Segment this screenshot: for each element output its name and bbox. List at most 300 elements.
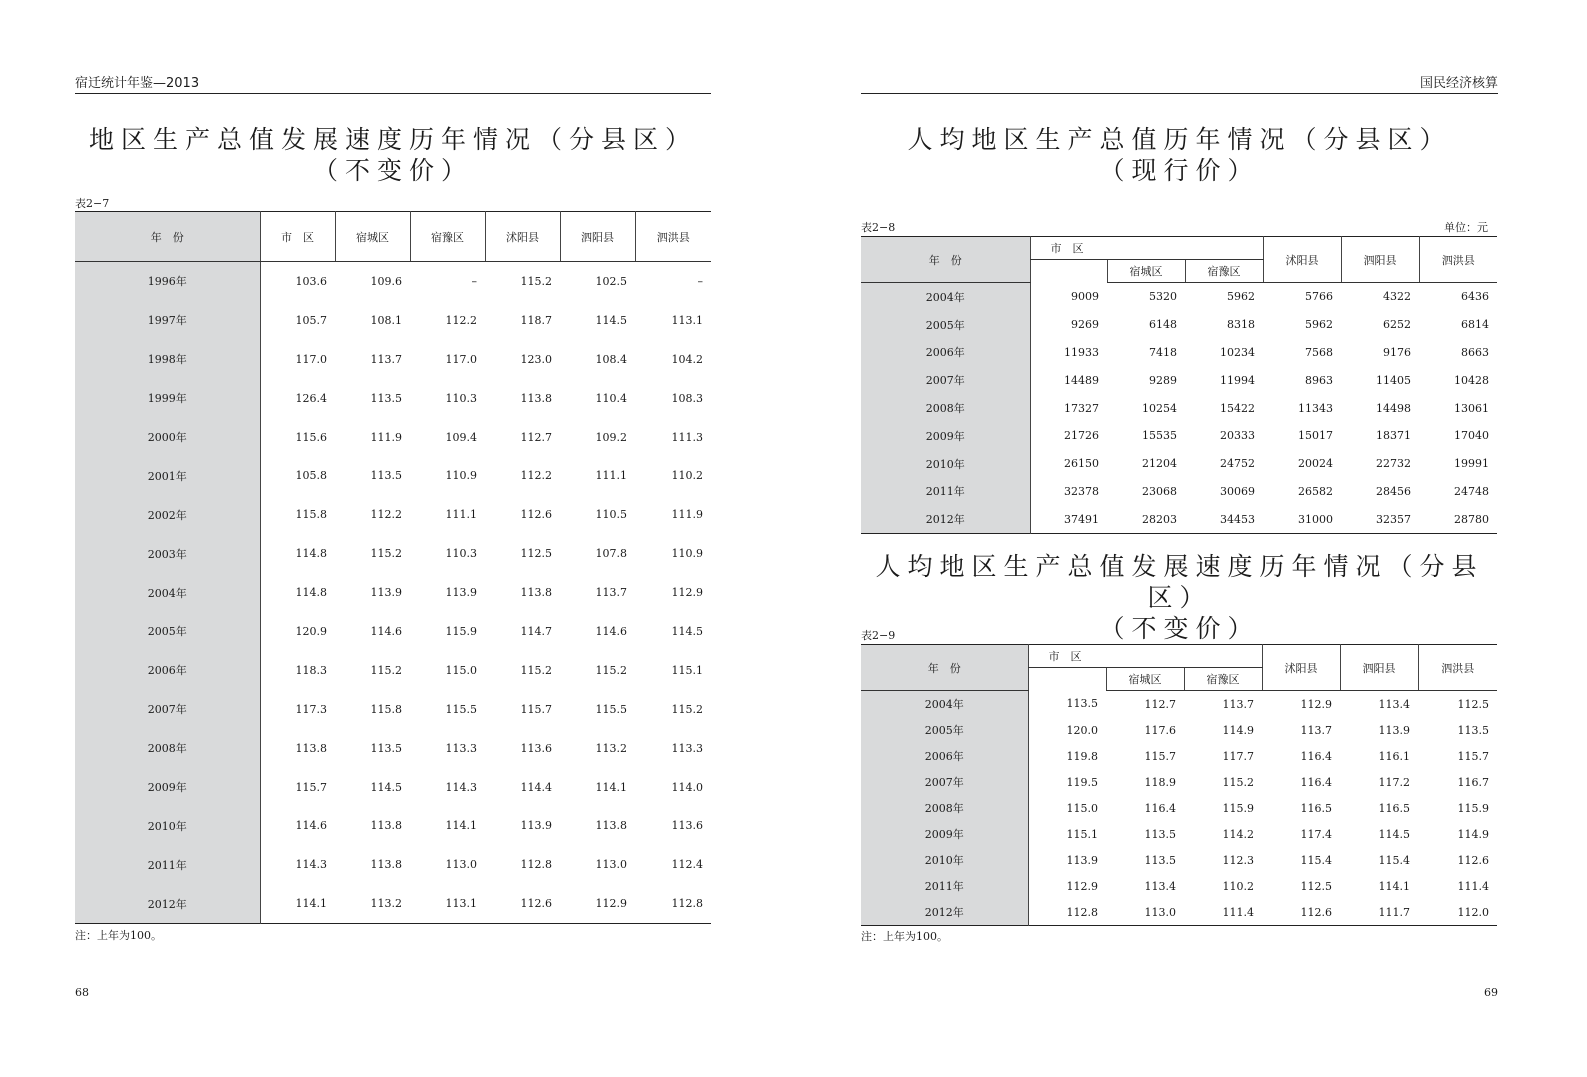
value-cell: 116.4 [1300, 775, 1332, 789]
value-cell: 113.0 [445, 858, 477, 872]
year-cell: 2012年 [861, 505, 1030, 533]
value-cell: 112.2 [445, 313, 477, 327]
value-cell: 113.4 [1378, 697, 1410, 711]
value-cell: 24748 [1454, 484, 1489, 498]
value-cell: 114.3 [295, 858, 327, 872]
table-2-7-title-line1: 地区生产总值发展速度历年情况（分县区） [88, 125, 697, 154]
value-cell: 113.5 [370, 469, 402, 483]
value-cell: 111.9 [671, 508, 703, 522]
value-cell: 113.2 [595, 741, 627, 755]
table-2-7-header-row [75, 212, 711, 262]
value-cell: 113.4 [1144, 879, 1176, 893]
table-row [75, 456, 711, 495]
value-cell: 114.6 [595, 624, 627, 638]
value-cell: 112.6 [520, 897, 552, 911]
value-cell: 115.4 [1300, 853, 1332, 867]
value-cell: 115.5 [595, 702, 627, 716]
value-cell: 115.7 [1144, 749, 1176, 763]
value-cell: 113.8 [520, 391, 552, 405]
table-2-7 [75, 211, 711, 924]
year-cell: 2007年 [75, 690, 260, 729]
value-cell: 115.8 [370, 702, 402, 716]
value-cell: 115.8 [295, 508, 327, 522]
value-cell: 113.6 [671, 819, 703, 833]
value-cell: 4322 [1383, 290, 1411, 304]
value-cell: 115.6 [295, 430, 327, 444]
value-cell: 112.2 [520, 469, 552, 483]
value-cell: 105.8 [295, 469, 327, 483]
value-cell: 115.9 [1222, 801, 1254, 815]
value-cell: 24752 [1220, 457, 1255, 471]
value-cell: 117.0 [445, 352, 477, 366]
table-row [75, 418, 711, 457]
value-cell: 115.7 [295, 780, 327, 794]
value-cell: 20333 [1220, 429, 1255, 443]
header-shuyang: 沭阳县 [485, 212, 560, 262]
table-row [75, 573, 711, 612]
table-2-9-title-line2: （不变价） [1099, 614, 1260, 643]
value-cell: 113.9 [520, 819, 552, 833]
table-row [861, 769, 1497, 795]
running-head-left [75, 75, 711, 94]
value-cell: 111.4 [1222, 905, 1254, 919]
value-cell: 113.9 [370, 586, 402, 600]
value-cell: 113.1 [445, 897, 477, 911]
value-cell: 5320 [1149, 290, 1177, 304]
value-cell: 9289 [1149, 373, 1177, 387]
year-cell: 2012年 [861, 899, 1028, 926]
value-cell: 118.7 [520, 313, 552, 327]
value-cell: 113.9 [1378, 723, 1410, 737]
year-cell: 2008年 [861, 795, 1028, 821]
value-cell: 110.2 [671, 469, 703, 483]
value-cell: 26150 [1064, 457, 1099, 471]
value-cell: 21204 [1142, 457, 1177, 471]
value-cell: 113.7 [595, 586, 627, 600]
value-cell: – [697, 274, 703, 288]
value-cell: 115.7 [520, 702, 552, 716]
year-cell: 2002年 [75, 495, 260, 534]
header-suchen: 宿城区 [335, 212, 410, 262]
value-cell: 109.2 [595, 430, 627, 444]
header-suchen: 宿城区 [1107, 260, 1185, 283]
value-cell: 6252 [1383, 318, 1411, 332]
year-cell: 2011年 [861, 873, 1028, 899]
table-row [75, 340, 711, 379]
header-city-district: 市 区 [260, 212, 335, 262]
table-2-7-tag: 表2−7 [75, 197, 110, 210]
value-cell: 117.0 [295, 352, 327, 366]
value-cell: 110.9 [671, 547, 703, 561]
header-siyang: 泗阳县 [560, 212, 635, 262]
value-cell: 111.1 [595, 469, 627, 483]
value-cell: 15535 [1142, 429, 1177, 443]
value-cell: 116.4 [1144, 801, 1176, 815]
value-cell: – [471, 274, 477, 288]
value-cell: 117.4 [1300, 827, 1332, 841]
value-cell: 113.8 [520, 586, 552, 600]
value-cell: 11343 [1298, 401, 1333, 415]
header-suyu: 宿豫区 [410, 212, 485, 262]
value-cell: 115.0 [1066, 801, 1098, 815]
value-cell: 111.4 [1457, 879, 1489, 893]
year-cell: 2004年 [861, 691, 1028, 718]
year-cell: 2010年 [75, 806, 260, 845]
value-cell: 108.1 [370, 313, 402, 327]
value-cell: 114.9 [1222, 723, 1254, 737]
table-row [75, 301, 711, 340]
table-2-8-body [861, 283, 1497, 534]
table-row [75, 884, 711, 923]
value-cell: 115.2 [370, 663, 402, 677]
header-suyu: 宿豫区 [1184, 668, 1262, 691]
value-cell: 26582 [1298, 484, 1333, 498]
value-cell: 108.4 [595, 352, 627, 366]
value-cell: 6436 [1461, 290, 1489, 304]
value-cell: 113.7 [1300, 723, 1332, 737]
value-cell: 116.4 [1300, 749, 1332, 763]
table-row [861, 366, 1497, 394]
value-cell: 37491 [1064, 512, 1099, 526]
value-cell: 103.6 [295, 274, 327, 288]
year-cell: 2010年 [861, 847, 1028, 873]
value-cell: 22732 [1376, 457, 1411, 471]
value-cell: 113.7 [370, 352, 402, 366]
year-cell: 1999年 [75, 379, 260, 418]
value-cell: 113.5 [370, 391, 402, 405]
value-cell: 115.2 [370, 547, 402, 561]
year-cell: 2011年 [861, 478, 1030, 506]
value-cell: 114.7 [520, 624, 552, 638]
value-cell: 112.5 [520, 547, 552, 561]
table-row [861, 450, 1497, 478]
value-cell: 117.6 [1144, 723, 1176, 737]
value-cell: 9269 [1071, 318, 1099, 332]
value-cell: 113.5 [370, 741, 402, 755]
value-cell: 112.3 [1222, 853, 1254, 867]
value-cell: 9176 [1383, 345, 1411, 359]
value-cell: 112.9 [671, 586, 703, 600]
value-cell: 8318 [1227, 318, 1255, 332]
value-cell: 28203 [1142, 512, 1177, 526]
value-cell: 112.5 [1300, 879, 1332, 893]
value-cell: 20024 [1298, 457, 1333, 471]
table-row [75, 806, 711, 845]
value-cell: 112.8 [520, 858, 552, 872]
value-cell: 115.2 [520, 274, 552, 288]
value-cell: 113.8 [370, 858, 402, 872]
value-cell: 110.3 [445, 547, 477, 561]
value-cell: 114.4 [520, 780, 552, 794]
value-cell: 5962 [1227, 290, 1255, 304]
value-cell: 11405 [1376, 373, 1411, 387]
table-row [861, 899, 1497, 926]
table-row [861, 422, 1497, 450]
value-cell: 14498 [1376, 401, 1411, 415]
value-cell: 8963 [1305, 373, 1333, 387]
value-cell: 120.9 [295, 624, 327, 638]
value-cell: 110.9 [445, 469, 477, 483]
value-cell: 117.2 [1378, 775, 1410, 789]
year-cell: 2004年 [75, 573, 260, 612]
table-row [861, 873, 1497, 899]
value-cell: 112.5 [1457, 697, 1489, 711]
value-cell: 10428 [1454, 373, 1489, 387]
value-cell: 115.2 [671, 702, 703, 716]
value-cell: 15017 [1298, 429, 1333, 443]
value-cell: 111.3 [671, 430, 703, 444]
value-cell: 115.4 [1378, 853, 1410, 867]
year-cell: 2006年 [75, 651, 260, 690]
value-cell: 114.5 [671, 624, 703, 638]
value-cell: 5766 [1305, 290, 1333, 304]
value-cell: 115.9 [445, 624, 477, 638]
value-cell: 113.6 [520, 741, 552, 755]
value-cell: 123.0 [520, 352, 552, 366]
value-cell: 108.3 [671, 391, 703, 405]
value-cell: 28456 [1376, 484, 1411, 498]
table-row [75, 612, 711, 651]
value-cell: 116.5 [1300, 801, 1332, 815]
value-cell: 111.9 [370, 430, 402, 444]
value-cell: 113.8 [295, 741, 327, 755]
year-cell: 2009年 [861, 821, 1028, 847]
header-sihong: 泗洪县 [635, 212, 711, 262]
table-row [861, 311, 1497, 339]
table-2-7-title-line2: （不变价） [312, 156, 473, 185]
value-cell: 115.7 [1457, 749, 1489, 763]
year-cell: 2009年 [75, 768, 260, 807]
table-row [861, 478, 1497, 506]
value-cell: 113.3 [445, 741, 477, 755]
table-2-8 [861, 236, 1497, 534]
value-cell: 113.5 [1144, 827, 1176, 841]
value-cell: 11994 [1220, 373, 1255, 387]
table-row [861, 394, 1497, 422]
table-2-8-header-row [861, 237, 1497, 260]
value-cell: 19991 [1454, 457, 1489, 471]
table-row [861, 821, 1497, 847]
value-cell: 104.2 [671, 352, 703, 366]
value-cell: 113.8 [595, 819, 627, 833]
table-2-9-title [861, 551, 1498, 644]
value-cell: 102.5 [595, 274, 627, 288]
value-cell: 116.5 [1378, 801, 1410, 815]
header-city-district: 市 区 [1028, 645, 1262, 668]
year-cell: 2000年 [75, 418, 260, 457]
table-2-9-title-line1: 人均地区生产总值发展速度历年情况（分县区） [875, 552, 1484, 612]
value-cell: 110.2 [1222, 879, 1254, 893]
value-cell: 118.9 [1144, 775, 1176, 789]
value-cell: 114.1 [1378, 879, 1410, 893]
value-cell: 119.5 [1066, 775, 1098, 789]
value-cell: 113.5 [1457, 723, 1489, 737]
value-cell: 28780 [1454, 512, 1489, 526]
header-city-district: 市 区 [1030, 237, 1263, 260]
value-cell: 111.7 [1378, 905, 1410, 919]
table-row [75, 845, 711, 884]
value-cell: 112.7 [520, 430, 552, 444]
table-2-8-title-line2: （现行价） [1099, 156, 1260, 185]
value-cell: 116.1 [1378, 749, 1410, 763]
value-cell: 112.9 [1300, 697, 1332, 711]
value-cell: 23068 [1142, 484, 1177, 498]
year-cell: 2008年 [861, 394, 1030, 422]
year-cell: 2009年 [861, 422, 1030, 450]
page-number-left: 68 [75, 986, 89, 999]
value-cell: 113.0 [595, 858, 627, 872]
header-siyang: 泗阳县 [1341, 237, 1419, 283]
value-cell: 120.0 [1066, 723, 1098, 737]
value-cell: 113.1 [671, 313, 703, 327]
value-cell: 114.1 [595, 780, 627, 794]
value-cell: 110.4 [595, 391, 627, 405]
value-cell: 113.9 [445, 586, 477, 600]
value-cell: 15422 [1220, 401, 1255, 415]
value-cell: 113.2 [370, 897, 402, 911]
value-cell: 114.9 [1457, 827, 1489, 841]
value-cell: 32357 [1376, 512, 1411, 526]
header-sihong: 泗洪县 [1419, 237, 1497, 283]
value-cell: 114.8 [295, 586, 327, 600]
table-2-7-title [75, 124, 711, 186]
year-cell: 2005年 [861, 311, 1030, 339]
table-row [75, 495, 711, 534]
running-head-left-text: 宿迁统计年鉴—2013 [75, 76, 200, 91]
header-year: 年 份 [861, 237, 1030, 283]
table-row [75, 768, 711, 807]
year-cell: 2004年 [861, 283, 1030, 311]
value-cell: 31000 [1298, 512, 1333, 526]
value-cell: 111.1 [445, 508, 477, 522]
value-cell: 112.7 [1144, 697, 1176, 711]
value-cell: 10234 [1220, 345, 1255, 359]
value-cell: 18371 [1376, 429, 1411, 443]
value-cell: 110.5 [595, 508, 627, 522]
value-cell: 11933 [1064, 345, 1099, 359]
table-2-7-body [75, 262, 711, 924]
value-cell: 110.3 [445, 391, 477, 405]
table-row [75, 379, 711, 418]
year-cell: 2012年 [75, 884, 260, 923]
value-cell: 126.4 [295, 391, 327, 405]
table-2-8-unit: 单位：元 [1444, 221, 1488, 234]
value-cell: 6148 [1149, 318, 1177, 332]
value-cell: 112.8 [671, 897, 703, 911]
value-cell: 115.2 [520, 663, 552, 677]
value-cell: 115.2 [595, 663, 627, 677]
header-year: 年 份 [861, 645, 1028, 691]
table-row [861, 283, 1497, 311]
value-cell: 114.1 [445, 819, 477, 833]
value-cell: 115.1 [1066, 827, 1098, 841]
value-cell: 105.7 [295, 313, 327, 327]
value-cell: 114.6 [370, 624, 402, 638]
value-cell: 113.5 [1144, 853, 1176, 867]
value-cell: 115.9 [1457, 801, 1489, 815]
value-cell: 9009 [1071, 290, 1099, 304]
table-row [861, 691, 1497, 718]
value-cell: 114.5 [370, 780, 402, 794]
value-cell: 109.4 [445, 430, 477, 444]
value-cell: 114.5 [595, 313, 627, 327]
year-cell: 2005年 [861, 717, 1028, 743]
value-cell: 113.5 [1066, 697, 1098, 711]
running-head-right [861, 75, 1498, 94]
value-cell: 112.9 [595, 897, 627, 911]
value-cell: 118.3 [295, 663, 327, 677]
table-2-9-tag: 表2−9 [861, 629, 896, 642]
value-cell: 114.5 [1378, 827, 1410, 841]
year-cell: 2006年 [861, 743, 1028, 769]
value-cell: 113.8 [370, 819, 402, 833]
value-cell: 115.1 [671, 663, 703, 677]
table-row [861, 717, 1497, 743]
value-cell: 117.3 [295, 702, 327, 716]
value-cell: 14489 [1064, 373, 1099, 387]
value-cell: 21726 [1064, 429, 1099, 443]
year-cell: 2007年 [861, 366, 1030, 394]
table-2-8-title [861, 124, 1498, 186]
value-cell: 10254 [1142, 401, 1177, 415]
table-2-8-title-line1: 人均地区生产总值历年情况（分县区） [907, 125, 1452, 154]
right-page [861, 0, 1498, 1077]
value-cell: 114.6 [295, 819, 327, 833]
header-shuyang: 沭阳县 [1262, 645, 1340, 691]
table-row [75, 651, 711, 690]
header-year: 年 份 [75, 212, 260, 262]
value-cell: 30069 [1220, 484, 1255, 498]
value-cell: 34453 [1220, 512, 1255, 526]
year-cell: 2006年 [861, 339, 1030, 367]
value-cell: 112.6 [520, 508, 552, 522]
year-cell: 1998年 [75, 340, 260, 379]
year-cell: 2010年 [861, 450, 1030, 478]
value-cell: 113.9 [1066, 853, 1098, 867]
year-cell: 2007年 [861, 769, 1028, 795]
year-cell: 2005年 [75, 612, 260, 651]
value-cell: 5962 [1305, 318, 1333, 332]
table-row [75, 534, 711, 573]
value-cell: 114.8 [295, 547, 327, 561]
value-cell: 115.2 [1222, 775, 1254, 789]
header-suyu: 宿豫区 [1185, 260, 1263, 283]
value-cell: 32378 [1064, 484, 1099, 498]
value-cell: 109.6 [370, 274, 402, 288]
table-2-9-body [861, 691, 1497, 926]
value-cell: 112.6 [1457, 853, 1489, 867]
header-siyang: 泗阳县 [1340, 645, 1418, 691]
table-row [861, 339, 1497, 367]
value-cell: 107.8 [595, 547, 627, 561]
table-row [75, 262, 711, 301]
value-cell: 114.1 [295, 897, 327, 911]
table-2-9-header-row [861, 645, 1497, 668]
value-cell: 112.2 [370, 508, 402, 522]
value-cell: 112.4 [671, 858, 703, 872]
value-cell: 112.9 [1066, 879, 1098, 893]
page-number-right: 69 [1484, 986, 1498, 999]
table-row [75, 729, 711, 768]
value-cell: 114.3 [445, 780, 477, 794]
header-sihong: 泗洪县 [1418, 645, 1497, 691]
value-cell: 113.7 [1222, 697, 1254, 711]
value-cell: 114.0 [671, 780, 703, 794]
left-page [75, 0, 711, 1077]
table-row [861, 505, 1497, 533]
table-2-9-note: 注：上年为100。 [861, 930, 948, 943]
value-cell: 115.5 [445, 702, 477, 716]
